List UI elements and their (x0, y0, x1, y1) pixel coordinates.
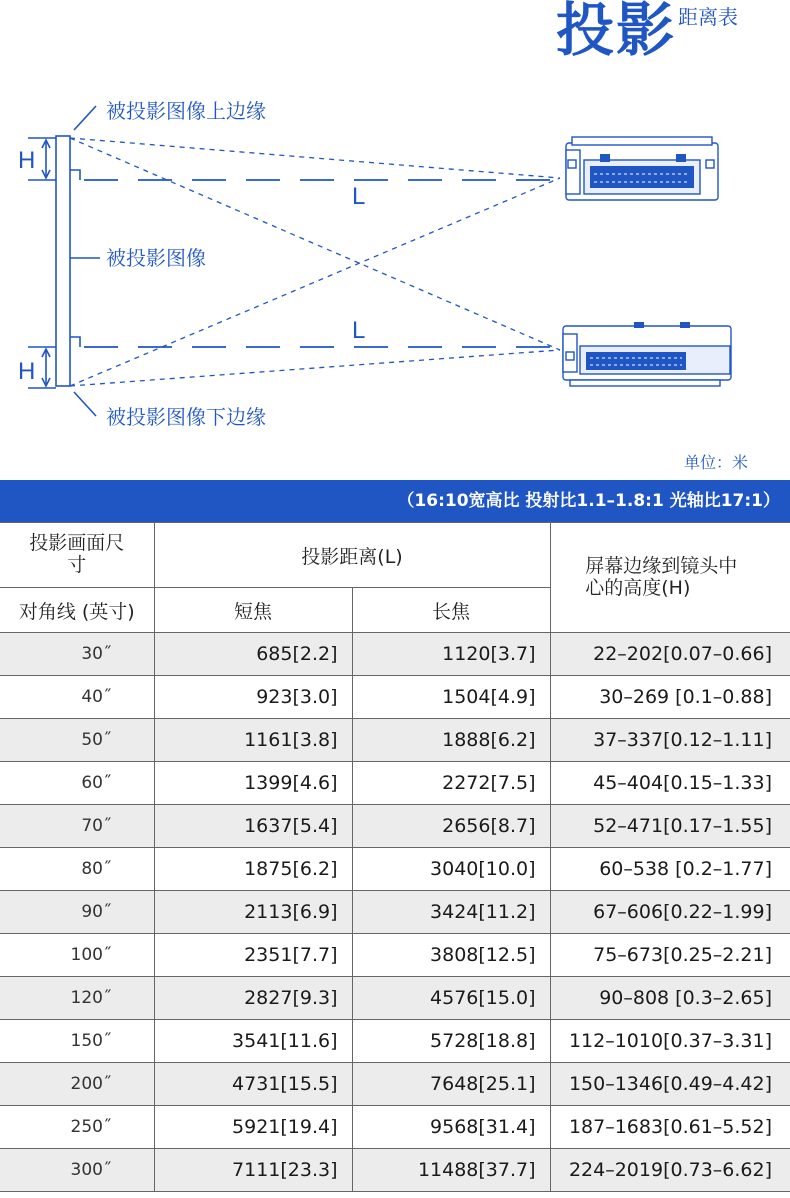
cell-height: 52–471[0.17–1.55] (550, 805, 790, 848)
cell-short: 2827[9.3] (154, 977, 352, 1020)
cell-size: 120˝ (0, 977, 154, 1020)
cell-long: 4576[15.0] (352, 977, 550, 1020)
cell-height: 37–337[0.12–1.11] (550, 719, 790, 762)
cell-short: 685[2.2] (154, 633, 352, 676)
table-row (0, 848, 790, 891)
label-image: 被投影图像 (106, 246, 206, 270)
table-row (0, 1020, 790, 1063)
projector-inverted-icon (563, 322, 731, 386)
title-main: 投影 (555, 0, 676, 64)
screen-bar (56, 136, 70, 386)
distance-table (0, 522, 790, 1192)
cell-long: 5728[18.8] (352, 1020, 550, 1063)
h-symbol-bottom: H (18, 358, 36, 385)
spec-band: （16:10宽高比 投射比1.1–1.8:1 光轴比17:1） (0, 480, 790, 522)
cell-size: 200˝ (0, 1063, 154, 1106)
cell-long: 1888[6.2] (352, 719, 550, 762)
table-row (0, 934, 790, 977)
cell-size: 90˝ (0, 891, 154, 934)
cell-size: 150˝ (0, 1020, 154, 1063)
cell-size: 60˝ (0, 762, 154, 805)
header-height: 屏幕边缘到镜头中心的高度(H) (550, 523, 790, 633)
cell-long: 9568[31.4] (352, 1106, 550, 1149)
cell-size: 250˝ (0, 1106, 154, 1149)
cell-height: 60–538 [0.2–1.77] (550, 848, 790, 891)
cell-short: 3541[11.6] (154, 1020, 352, 1063)
cell-short: 7111[23.3] (154, 1149, 352, 1192)
cell-short: 4731[15.5] (154, 1063, 352, 1106)
table-row (0, 762, 790, 805)
cell-height: 30–269 [0.1–0.88] (550, 676, 790, 719)
cell-height: 90–808 [0.3–2.65] (550, 977, 790, 1020)
header-size-title: 投影画面尺寸 (0, 523, 154, 588)
label-bottom-edge: 被投影图像下边缘 (106, 405, 266, 429)
cell-size: 80˝ (0, 848, 154, 891)
table-row (0, 891, 790, 934)
l-symbol-top: L (352, 183, 366, 210)
table-row (0, 805, 790, 848)
table-row (0, 1063, 790, 1106)
cell-height: 75–673[0.25–2.21] (550, 934, 790, 977)
cell-long: 3424[11.2] (352, 891, 550, 934)
cell-long: 11488[37.7] (352, 1149, 550, 1192)
page-title (556, 0, 738, 62)
cell-long: 3040[10.0] (352, 848, 550, 891)
cell-height: 187–1683[0.61–5.52] (550, 1106, 790, 1149)
cell-long: 1120[3.7] (352, 633, 550, 676)
h-symbol-top: H (18, 147, 36, 174)
table-row (0, 719, 790, 762)
cell-short: 1875[6.2] (154, 848, 352, 891)
cell-short: 923[3.0] (154, 676, 352, 719)
table-row (0, 676, 790, 719)
cell-long: 2272[7.5] (352, 762, 550, 805)
projection-diagram (0, 90, 790, 440)
cell-size: 300˝ (0, 1149, 154, 1192)
cell-short: 1161[3.8] (154, 719, 352, 762)
table-row (0, 1149, 790, 1192)
l-symbol-bottom: L (352, 317, 366, 344)
cell-height: 224–2019[0.73–6.62] (550, 1149, 790, 1192)
cell-short: 1399[4.6] (154, 762, 352, 805)
cell-long: 3808[12.5] (352, 934, 550, 977)
header-short: 短焦 (154, 588, 352, 633)
cell-short: 2351[7.7] (154, 934, 352, 977)
unit-label: 单位：米 (683, 453, 748, 472)
cell-size: 50˝ (0, 719, 154, 762)
cell-short: 2113[6.9] (154, 891, 352, 934)
title-sub: 距离表 (678, 5, 738, 29)
label-top-edge: 被投影图像上边缘 (106, 99, 266, 123)
cell-height: 22–202[0.07–0.66] (550, 633, 790, 676)
header-distance: 投影距离(L) (154, 523, 550, 588)
table-row (0, 1106, 790, 1149)
cell-size: 100˝ (0, 934, 154, 977)
header-size-sub: 对角线 (英寸) (0, 588, 154, 633)
projector-upright-icon (566, 137, 718, 200)
table-row (0, 977, 790, 1020)
table-row (0, 633, 790, 676)
cell-size: 40˝ (0, 676, 154, 719)
cell-long: 2656[8.7] (352, 805, 550, 848)
cell-height: 45–404[0.15–1.33] (550, 762, 790, 805)
cell-long: 7648[25.1] (352, 1063, 550, 1106)
cell-long: 1504[4.9] (352, 676, 550, 719)
cell-height: 112–1010[0.37–3.31] (550, 1020, 790, 1063)
header-long: 长焦 (352, 588, 550, 633)
cell-height: 150–1346[0.49–4.42] (550, 1063, 790, 1106)
cell-short: 5921[19.4] (154, 1106, 352, 1149)
cell-size: 70˝ (0, 805, 154, 848)
cell-height: 67–606[0.22–1.99] (550, 891, 790, 934)
cell-size: 30˝ (0, 633, 154, 676)
cell-short: 1637[5.4] (154, 805, 352, 848)
